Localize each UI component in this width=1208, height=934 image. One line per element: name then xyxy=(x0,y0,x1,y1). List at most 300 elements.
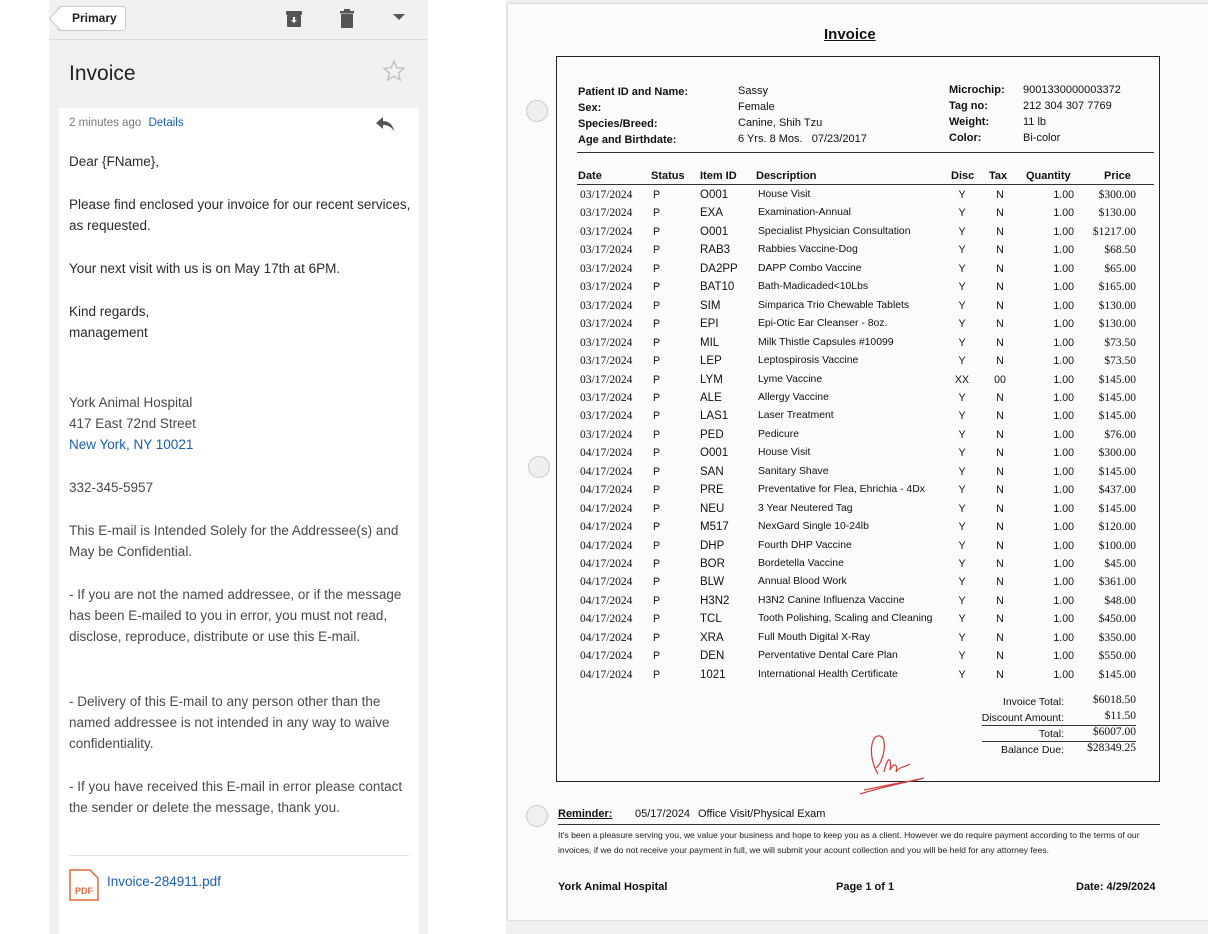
message-meta xyxy=(69,117,184,129)
row-price: $145.00 xyxy=(1098,410,1136,423)
col-date: Date xyxy=(578,170,602,182)
email-toolbar xyxy=(49,0,428,40)
row-description: Simparica Trio Chewable Tablets xyxy=(758,299,910,311)
row-tax: N xyxy=(996,502,1004,515)
row-price: $165.00 xyxy=(1098,281,1136,294)
row-description: Leptospirosis Vaccine xyxy=(758,355,859,367)
row-description: House Visit xyxy=(758,447,811,459)
row-date: 04/17/2024 xyxy=(580,484,633,497)
row-price: $450.00 xyxy=(1098,613,1136,626)
col-status: Status xyxy=(651,170,685,182)
row-price: $550.00 xyxy=(1098,650,1136,663)
address-city-link[interactable]: New York, NY 10021 xyxy=(69,437,194,452)
table-row xyxy=(508,408,1208,426)
row-price: $300.00 xyxy=(1098,189,1136,201)
address-street: 417 East 72nd Street xyxy=(69,416,196,431)
trash-icon[interactable] xyxy=(338,9,356,29)
row-item-id: EXA xyxy=(700,207,724,220)
email-subject: Invoice xyxy=(69,62,136,85)
row-disc: XX xyxy=(954,373,970,386)
row-price: $45.00 xyxy=(1104,558,1136,570)
tag-label: Tag no: xyxy=(949,100,988,112)
row-disc: Y xyxy=(958,336,966,349)
table-row xyxy=(508,205,1208,223)
row-price: $130.00 xyxy=(1098,207,1136,220)
row-date: 04/17/2024 xyxy=(580,447,633,460)
row-description: Specialist Physician Consultation xyxy=(758,225,911,237)
table-row xyxy=(508,335,1208,353)
archive-icon[interactable] xyxy=(285,9,303,29)
row-tax: N xyxy=(996,447,1004,460)
row-item-id: ALE xyxy=(700,391,722,404)
row-description: Fourth DHP Vaccine xyxy=(758,539,852,551)
row-disc: Y xyxy=(958,465,966,478)
row-quantity: 1.00 xyxy=(1053,318,1074,331)
row-tax: N xyxy=(996,244,1004,257)
row-price: $437.00 xyxy=(1098,484,1136,497)
row-price: $68.50 xyxy=(1104,244,1136,257)
invoice-attachment-view xyxy=(506,0,1208,934)
back-to-primary-button[interactable] xyxy=(57,6,126,31)
row-quantity: 1.00 xyxy=(1053,244,1074,257)
row-disc: Y xyxy=(958,576,966,589)
row-item-id: DA2PP xyxy=(700,262,738,275)
color-value: Bi-color xyxy=(1023,132,1061,144)
phone-number: 332-345-5957 xyxy=(69,480,154,495)
row-item-id: LAS1 xyxy=(700,410,729,423)
row-disc: Y xyxy=(958,355,966,368)
table-row xyxy=(508,316,1208,334)
row-status: P xyxy=(653,668,661,681)
row-quantity: 1.00 xyxy=(1053,391,1074,404)
row-tax: N xyxy=(996,539,1004,552)
row-quantity: 1.00 xyxy=(1053,613,1074,626)
row-price: $100.00 xyxy=(1098,539,1136,552)
message-card xyxy=(59,108,419,934)
col-disc: Disc xyxy=(951,170,975,182)
row-status: P xyxy=(653,631,661,644)
footer-page: Page 1 of 1 xyxy=(836,881,895,893)
row-quantity: 1.00 xyxy=(1053,594,1074,607)
row-status: P xyxy=(653,336,661,349)
row-quantity: 1.00 xyxy=(1053,299,1074,312)
row-item-id: H3N2 xyxy=(700,594,730,607)
row-quantity: 1.00 xyxy=(1053,189,1074,201)
row-disc: Y xyxy=(958,502,966,515)
age-label: Age and Birthdate: xyxy=(578,134,677,146)
message-paragraph-1: Please find enclosed your invoice for our recent services, as requested. xyxy=(69,197,411,233)
row-price: $130.00 xyxy=(1098,299,1136,312)
row-date: 04/17/2024 xyxy=(580,465,633,478)
row-tax: N xyxy=(996,225,1004,238)
row-price: $361.00 xyxy=(1098,576,1136,589)
row-tax: N xyxy=(996,631,1004,644)
row-item-id: RAB3 xyxy=(700,244,731,257)
row-date: 03/17/2024 xyxy=(580,391,633,404)
row-tax: N xyxy=(996,558,1004,570)
weight-label: Weight: xyxy=(949,116,990,128)
invoice-total-value: $6018.50 xyxy=(1092,694,1136,706)
row-disc: Y xyxy=(958,189,966,201)
row-quantity: 1.00 xyxy=(1053,281,1074,294)
row-item-id: MIL xyxy=(700,336,720,349)
row-quantity: 1.00 xyxy=(1053,207,1074,220)
row-item-id: O001 xyxy=(700,189,729,201)
row-item-id: LEP xyxy=(700,355,722,368)
punch-hole xyxy=(526,100,548,122)
col-item: Item ID xyxy=(700,170,737,182)
table-row xyxy=(508,538,1208,556)
row-date: 03/17/2024 xyxy=(580,336,633,349)
row-item-id: SIM xyxy=(700,299,721,312)
row-quantity: 1.00 xyxy=(1053,558,1074,570)
row-item-id: BAT10 xyxy=(700,281,735,294)
sex-label: Sex: xyxy=(578,102,602,114)
row-status: P xyxy=(653,207,661,220)
row-price: $73.50 xyxy=(1104,336,1136,349)
row-date: 04/17/2024 xyxy=(580,521,633,534)
more-icon[interactable] xyxy=(392,12,406,22)
tag-value: 212 304 307 7769 xyxy=(1023,100,1112,112)
row-date: 03/17/2024 xyxy=(580,281,633,294)
row-tax: N xyxy=(996,318,1004,331)
star-icon[interactable] xyxy=(382,59,406,83)
patient-age: 6 Yrs. 8 Mos. 07/23/2017 xyxy=(738,133,867,145)
row-date: 04/17/2024 xyxy=(580,631,633,644)
row-date: 03/17/2024 xyxy=(580,299,633,312)
row-item-id: DEN xyxy=(700,650,725,663)
row-description: NexGard Single 10-24lb xyxy=(758,521,869,533)
row-tax: N xyxy=(996,207,1004,220)
row-date: 04/17/2024 xyxy=(580,502,633,515)
row-item-id: NEU xyxy=(700,502,725,515)
reminder-label: Reminder: xyxy=(558,808,613,820)
color-label: Color: xyxy=(949,132,982,144)
total-value: $6007.00 xyxy=(1092,726,1136,738)
disclaimer-1: This E-mail is Intended Solely for the Addressee(s) and May be Confidential. xyxy=(69,523,399,559)
row-date: 04/17/2024 xyxy=(580,576,633,589)
discount-label: Discount Amount: xyxy=(981,712,1064,724)
row-status: P xyxy=(653,594,661,607)
row-quantity: 1.00 xyxy=(1053,355,1074,368)
row-price: $145.00 xyxy=(1098,465,1136,478)
row-status: P xyxy=(653,521,661,534)
row-tax: N xyxy=(996,299,1004,312)
row-status: P xyxy=(653,299,661,312)
patient-sex: Female xyxy=(738,101,775,113)
row-tax: N xyxy=(996,613,1004,626)
row-description: International Health Certificate xyxy=(758,668,898,680)
row-disc: Y xyxy=(958,613,966,626)
row-tax: N xyxy=(996,428,1004,441)
row-price: $65.00 xyxy=(1104,262,1136,275)
row-item-id: SAN xyxy=(700,465,724,478)
row-tax: 00 xyxy=(994,373,1006,386)
row-date: 03/17/2024 xyxy=(580,318,633,331)
row-quantity: 1.00 xyxy=(1053,521,1074,534)
row-date: 04/17/2024 xyxy=(580,558,633,570)
row-status: P xyxy=(653,502,661,515)
col-description: Description xyxy=(756,170,817,182)
row-price: $145.00 xyxy=(1098,668,1136,681)
table-row xyxy=(508,261,1208,279)
row-status: P xyxy=(653,558,661,570)
row-disc: Y xyxy=(958,521,966,534)
row-description: H3N2 Canine Influenza Vaccine xyxy=(758,594,905,606)
row-disc: Y xyxy=(958,650,966,663)
col-price: Price xyxy=(1104,170,1131,182)
row-disc: Y xyxy=(958,484,966,497)
discount-value: $11.50 xyxy=(1104,710,1136,722)
row-quantity: 1.00 xyxy=(1053,410,1074,423)
table-row xyxy=(508,519,1208,537)
row-quantity: 1.00 xyxy=(1053,373,1074,386)
table-row xyxy=(508,427,1208,445)
patient-id-label: Patient ID and Name: xyxy=(578,86,689,98)
row-status: P xyxy=(653,484,661,497)
total-label: Total: xyxy=(1038,728,1064,740)
row-tax: N xyxy=(996,281,1004,294)
row-status: P xyxy=(653,650,661,663)
table-row xyxy=(508,630,1208,648)
signature-mark xyxy=(858,728,928,798)
row-quantity: 1.00 xyxy=(1053,502,1074,515)
row-price: $350.00 xyxy=(1098,631,1136,644)
row-quantity: 1.00 xyxy=(1053,465,1074,478)
row-tax: N xyxy=(996,521,1004,534)
row-status: P xyxy=(653,189,661,201)
row-status: P xyxy=(653,373,661,386)
row-description: Bath-Madicaded<10Lbs xyxy=(758,281,869,293)
row-tax: N xyxy=(996,262,1004,275)
disclaimer-2: - If you are not the named addressee, or if the message has been E-mailed to you in error, you must not read, disclose, reproduce, distribute or use this E-mail. xyxy=(69,587,402,644)
row-description: Pedicure xyxy=(758,428,800,440)
row-description: Epi-Otic Ear Cleanser - 8oz. xyxy=(758,318,888,330)
row-disc: Y xyxy=(958,391,966,404)
row-status: P xyxy=(653,428,661,441)
row-description: House Visit xyxy=(758,189,811,200)
reply-icon[interactable] xyxy=(375,115,395,133)
row-description: Milk Thistle Capsules #10099 xyxy=(758,336,894,348)
row-quantity: 1.00 xyxy=(1053,225,1074,238)
row-quantity: 1.00 xyxy=(1053,631,1074,644)
row-disc: Y xyxy=(958,207,966,220)
row-price: $120.00 xyxy=(1098,521,1136,534)
row-item-id: 1021 xyxy=(700,668,726,681)
balance-label: Balance Due: xyxy=(1000,744,1064,756)
patient-name: Sassy xyxy=(738,85,768,97)
row-date: 03/17/2024 xyxy=(580,373,633,386)
email-panel xyxy=(49,0,428,934)
disclaimer-4: - If you have received this E-mail in error please contact the sender or delete the message, thank you. xyxy=(69,779,403,815)
table-row xyxy=(508,279,1208,297)
payment-notice: It's been a pleasure serving you, we value your business and hope to keep you as a client. However we do require payment according to the terms of our invoices, if we do not receive your payment in full, we will submit your acount collection and you will be held for any attorney fees. xyxy=(558,830,1140,855)
row-description: 3 Year Neutered Tag xyxy=(758,502,853,514)
row-quantity: 1.00 xyxy=(1053,576,1074,589)
header-rule xyxy=(577,184,1154,185)
invoice-page xyxy=(508,4,1208,920)
row-tax: N xyxy=(996,650,1004,663)
footer-date: Date: 4/29/2024 xyxy=(1076,881,1156,893)
row-description: Examination-Annual xyxy=(758,207,851,219)
row-item-id: PED xyxy=(700,428,724,441)
table-row xyxy=(508,667,1208,685)
disclaimer-3: - Delivery of this E-mail to any person other than the named addressee is not intended in any way to waive confidentiality. xyxy=(69,694,390,751)
table-row xyxy=(508,593,1208,611)
row-date: 04/17/2024 xyxy=(580,594,633,607)
table-row xyxy=(508,224,1208,242)
row-tax: N xyxy=(996,336,1004,349)
row-tax: N xyxy=(996,355,1004,368)
row-date: 04/17/2024 xyxy=(580,668,633,681)
balance-value: $28349.25 xyxy=(1087,742,1136,754)
row-description: Full Mouth Digital X-Ray xyxy=(758,631,871,643)
patient-species: Canine, Shih Tzu xyxy=(738,117,823,129)
table-row xyxy=(508,445,1208,463)
microchip-value: 9001330000003372 xyxy=(1023,84,1121,96)
row-description: Bordetella Vaccine xyxy=(758,558,844,569)
row-status: P xyxy=(653,539,661,552)
table-row xyxy=(508,390,1208,408)
row-date: 03/17/2024 xyxy=(580,225,633,238)
row-status: P xyxy=(653,244,661,257)
message-paragraph-2: Your next visit with us is on May 17th at 6PM. xyxy=(69,261,341,276)
microchip-label: Microchip: xyxy=(949,84,1005,96)
details-link[interactable]: Details xyxy=(148,117,184,129)
row-item-id: LYM xyxy=(700,373,723,386)
row-description: Allergy Vaccine xyxy=(758,391,829,403)
row-date: 03/17/2024 xyxy=(580,428,633,441)
table-row xyxy=(508,187,1208,205)
row-quantity: 1.00 xyxy=(1053,650,1074,663)
row-disc: Y xyxy=(958,262,966,275)
row-item-id: PRE xyxy=(700,484,724,497)
row-status: P xyxy=(653,262,661,275)
row-price: $300.00 xyxy=(1098,447,1136,460)
row-tax: N xyxy=(996,484,1004,497)
row-price: $76.00 xyxy=(1104,428,1136,441)
row-disc: Y xyxy=(958,558,966,570)
table-row xyxy=(508,242,1208,260)
row-disc: Y xyxy=(958,447,966,460)
table-row xyxy=(508,353,1208,371)
reminder-date: 05/17/2024 xyxy=(635,808,691,820)
greeting: Dear {FName}, xyxy=(69,154,160,169)
table-row xyxy=(508,648,1208,666)
row-tax: N xyxy=(996,576,1004,589)
address-name: York Animal Hospital xyxy=(69,395,193,410)
row-disc: Y xyxy=(958,318,966,331)
row-description: Tooth Polishing, Scaling and Cleaning xyxy=(758,613,933,625)
row-status: P xyxy=(653,318,661,331)
info-rule xyxy=(577,152,1154,153)
row-disc: Y xyxy=(958,225,966,238)
row-disc: Y xyxy=(958,428,966,441)
row-item-id: O001 xyxy=(700,447,729,460)
row-price: $73.50 xyxy=(1104,355,1136,368)
row-description: Perventative Dental Care Plan xyxy=(758,650,898,662)
row-tax: N xyxy=(996,465,1004,478)
row-description: Preventative for Flea, Ehrichia - 4Dx xyxy=(758,484,925,496)
signoff: management xyxy=(69,325,148,340)
row-disc: Y xyxy=(958,410,966,423)
table-row xyxy=(508,482,1208,500)
reminder-text: Office Visit/Physical Exam xyxy=(698,808,826,820)
pdf-icon[interactable] xyxy=(69,869,99,901)
row-price: $1217.00 xyxy=(1092,225,1136,238)
row-price: $48.00 xyxy=(1104,594,1136,607)
attachment-divider xyxy=(69,855,409,856)
row-date: 03/17/2024 xyxy=(580,262,633,275)
row-price: $130.00 xyxy=(1098,318,1136,331)
table-row xyxy=(508,464,1208,482)
row-description: Laser Treatment xyxy=(758,410,834,422)
footer-clinic: York Animal Hospital xyxy=(558,881,668,893)
table-row xyxy=(508,372,1208,390)
table-row xyxy=(508,574,1208,592)
row-date: 03/17/2024 xyxy=(580,244,633,257)
row-status: P xyxy=(653,281,661,294)
row-status: P xyxy=(653,465,661,478)
row-price: $145.00 xyxy=(1098,502,1136,515)
row-item-id: DHP xyxy=(700,539,725,552)
row-disc: Y xyxy=(958,299,966,312)
table-row xyxy=(508,298,1208,316)
row-status: P xyxy=(653,391,661,404)
row-disc: Y xyxy=(958,539,966,552)
row-description: Annual Blood Work xyxy=(758,576,847,588)
weight-value: 11 lb xyxy=(1023,116,1047,128)
species-label: Species/Breed: xyxy=(578,118,658,130)
row-disc: Y xyxy=(958,594,966,607)
reminder-rule xyxy=(558,824,1160,825)
row-item-id: BLW xyxy=(700,576,725,589)
col-quantity: Quantity xyxy=(1026,170,1071,182)
row-price: $145.00 xyxy=(1098,391,1136,404)
row-status: P xyxy=(653,613,661,626)
row-quantity: 1.00 xyxy=(1053,447,1074,460)
attachment-link[interactable]: Invoice-284911.pdf xyxy=(107,874,221,889)
invoice-title: Invoice xyxy=(824,26,876,43)
punch-hole xyxy=(526,805,548,827)
row-status: P xyxy=(653,355,661,368)
invoice-total-label: Invoice Total: xyxy=(1002,696,1064,708)
row-quantity: 1.00 xyxy=(1053,668,1074,681)
col-tax: Tax xyxy=(989,170,1008,182)
row-date: 03/17/2024 xyxy=(580,410,633,423)
row-item-id: TCL xyxy=(700,613,722,626)
row-disc: Y xyxy=(958,668,966,681)
row-tax: N xyxy=(996,410,1004,423)
row-status: P xyxy=(653,447,661,460)
row-description: Sanitary Shave xyxy=(758,465,829,477)
row-description: Rabbies Vaccine-Dog xyxy=(758,244,858,256)
table-row xyxy=(508,556,1208,574)
row-item-id: XRA xyxy=(700,631,724,644)
row-tax: N xyxy=(996,594,1004,607)
row-tax: N xyxy=(996,668,1004,681)
row-item-id: O001 xyxy=(700,225,729,238)
row-quantity: 1.00 xyxy=(1053,428,1074,441)
row-disc: Y xyxy=(958,631,966,644)
row-description: Lyme Vaccine xyxy=(758,373,823,385)
row-status: P xyxy=(653,576,661,589)
row-date: 04/17/2024 xyxy=(580,539,633,552)
row-quantity: 1.00 xyxy=(1053,262,1074,275)
row-price: $145.00 xyxy=(1098,373,1136,386)
row-item-id: M517 xyxy=(700,521,729,534)
row-description: DAPP Combo Vaccine xyxy=(758,262,862,274)
